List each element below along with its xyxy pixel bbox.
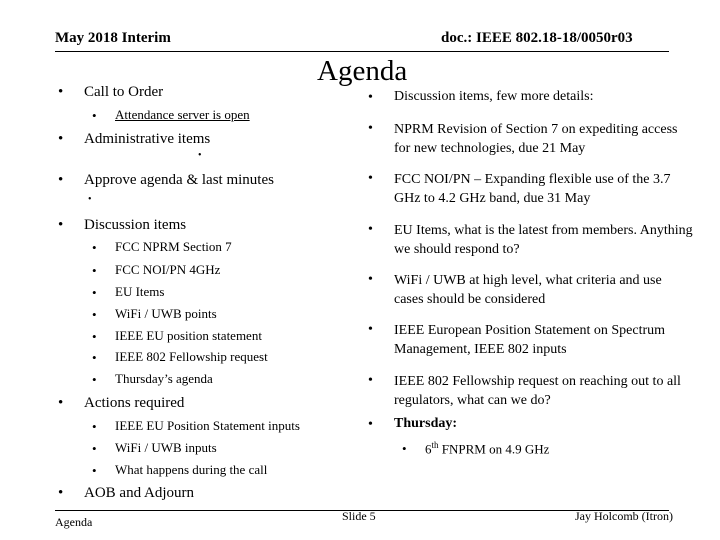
bullet: • [92, 285, 97, 300]
bullet: • [92, 329, 97, 344]
bullet: • [368, 272, 373, 287]
footer-center: Slide 5 [342, 509, 376, 523]
footer-left: Agenda [55, 515, 93, 529]
bullet: • [58, 172, 64, 188]
discussion-subitem: FCC NOI/PN 4GHz [115, 262, 221, 277]
agenda-actions: Actions required [84, 395, 185, 411]
bullet: • [92, 307, 97, 322]
bullet: • [58, 131, 64, 147]
bullet: • [368, 373, 373, 388]
bullet: • [368, 417, 373, 432]
details-item: IEEE 802 Fellowship request on reaching out to all regulators, what can we do? [394, 374, 681, 408]
bullet: • [88, 194, 92, 205]
discussion-subitem: Thursday’s agenda [115, 371, 213, 386]
slide-title: Agenda [317, 55, 408, 87]
bullet: • [368, 90, 373, 105]
bullet: • [58, 84, 64, 100]
details-heading: Discussion items, few more details: [394, 89, 594, 104]
bullet: • [92, 240, 97, 255]
bullet: • [92, 419, 97, 434]
agenda-administrative: Administrative items [84, 131, 211, 147]
agenda-call-to-order: Call to Order [84, 84, 164, 100]
bullet: • [92, 463, 97, 478]
details-thursday: Thursday: [394, 416, 458, 431]
bullet: • [58, 395, 64, 411]
details-item: WiFi / UWB at high level, what criteria and use cases should be considered [394, 273, 662, 307]
bullet: • [92, 350, 97, 365]
bullet: • [402, 441, 407, 456]
discussion-subitem: IEEE EU position statement [115, 328, 262, 343]
details-item: NPRM Revision of Section 7 on expediting access for new technologies, due 21 May [394, 122, 678, 156]
actions-subitem: What happens during the call [115, 462, 268, 477]
bullet: • [368, 171, 373, 186]
agenda-approve: Approve agenda & last minutes [84, 172, 274, 188]
discussion-subitem: IEEE 802 Fellowship request [115, 349, 268, 364]
thursday-subitem [425, 440, 549, 457]
discussion-subitem: WiFi / UWB points [115, 306, 217, 321]
discussion-subitem: FCC NPRM Section 7 [115, 239, 232, 254]
actions-subitem: IEEE EU Position Statement inputs [115, 418, 300, 433]
header-left: May 2018 Interim [55, 30, 171, 46]
agenda-aob: AOB and Adjourn [84, 485, 194, 501]
thursday-sub-prefix: 6 [425, 441, 432, 457]
bullet: • [58, 217, 64, 233]
bullet: • [368, 322, 373, 337]
details-item: FCC NOI/PN – Expanding flexible use of the 3.7 GHz to 4.2 GHz band, due 31 May [394, 172, 671, 206]
bullet: • [198, 150, 202, 161]
header-right: doc.: IEEE 802.18-18/0050r03 [441, 30, 633, 46]
bullet: • [368, 121, 373, 136]
agenda-attendance: Attendance server is open [115, 107, 250, 122]
bullet: • [368, 222, 373, 237]
bullet: • [92, 263, 97, 278]
bullet: • [92, 441, 97, 456]
bullet: • [58, 485, 64, 501]
actions-subitem: WiFi / UWB inputs [115, 440, 217, 455]
discussion-subitem: EU Items [115, 284, 165, 299]
thursday-sub-rest: FNPRM on 4.9 GHz [438, 441, 550, 457]
agenda-discussion: Discussion items [84, 217, 187, 233]
details-item: IEEE European Position Statement on Spectrum Management, IEEE 802 inputs [394, 323, 666, 357]
bullet: • [92, 372, 97, 387]
thursday-sub-sup: th [431, 440, 439, 450]
header-rule [55, 51, 669, 52]
details-item: EU Items, what is the latest from members. Anything we should respond to? [394, 223, 693, 257]
footer-right: Jay Holcomb (Itron) [575, 509, 673, 523]
bullet: • [92, 108, 97, 123]
